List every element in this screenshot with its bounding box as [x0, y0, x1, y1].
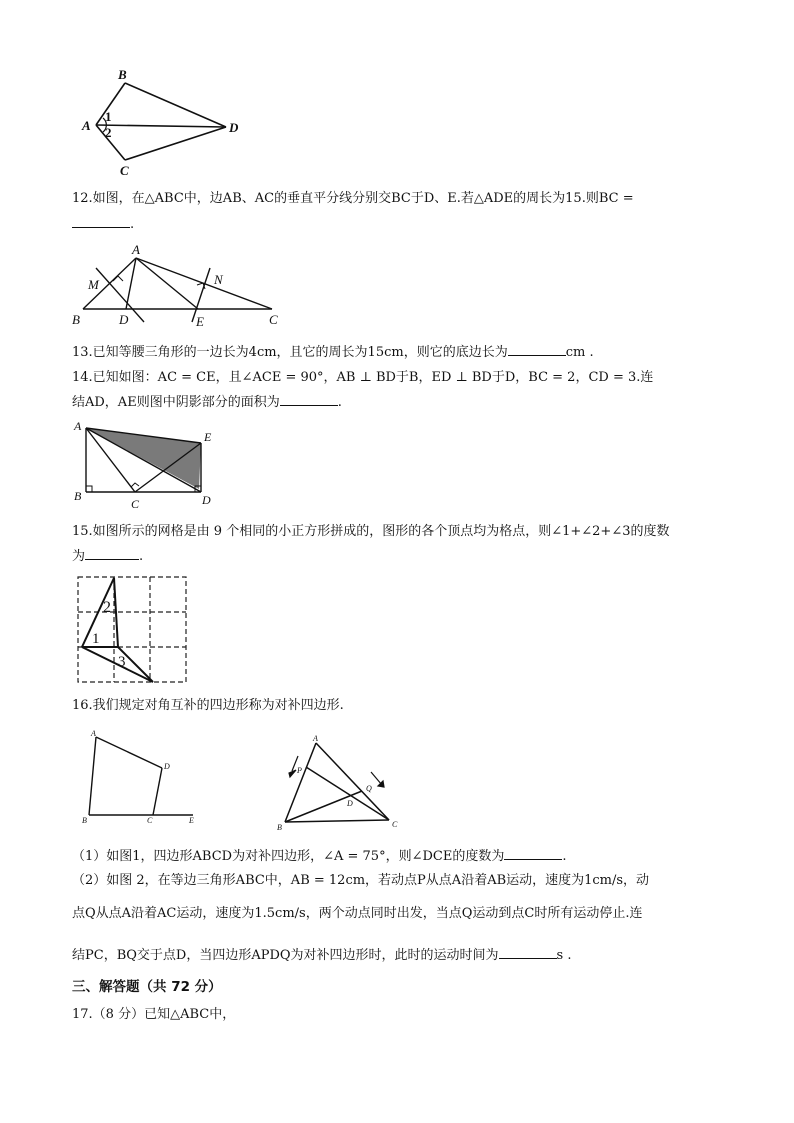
label-b: B [72, 312, 80, 327]
label-d: D [202, 493, 211, 507]
label-angle-1: 1 [105, 109, 112, 124]
label-d: D [229, 120, 239, 135]
label-d: D [164, 762, 170, 771]
label-n: N [214, 272, 223, 287]
question-12-text: 12.如图，在△ABC中，边AB、AC的垂直平分线分别交BC于D、E.若△ADE的周长为15.则BC = [72, 191, 634, 206]
label-a: A [132, 242, 140, 257]
label-angle-2: 2 [103, 599, 111, 616]
segment-ab [285, 743, 316, 822]
question-16-part-2-text-2: 点Q从点A沿着AC运动，速度为1.5cm/s，两个动点同时出发，当点Q运动到点C时所有运动停止.连 [72, 906, 643, 921]
question-13-text: 13.已知等腰三角形的一边长为4cm，且它的周长为15cm，则它的底边长为 [72, 345, 508, 360]
label-angle-1: 1 [92, 631, 100, 647]
question-14-text-2: 结AD，AE则图中阴影部分的面积为 [72, 395, 280, 410]
label-p: P [297, 766, 302, 775]
question-16-part-2-line-2 [72, 904, 732, 924]
question-16-part-2-line-3 [72, 945, 732, 966]
section-3-heading [72, 977, 732, 997]
label-angle-2: 2 [105, 125, 112, 140]
label-c: C [120, 163, 129, 178]
question-17 [72, 1005, 732, 1025]
label-angle-3: 3 [118, 654, 126, 670]
question-14-text-1: 14.已知如图：AC = CE，且∠ACE = 90°，AB ⊥ BD于B，ED ⊥ BD于D，BC = 2，CD = 3.连 [72, 370, 654, 385]
question-14-tail: . [337, 395, 342, 410]
question-15-tail: . [139, 549, 144, 564]
label-b: B [277, 823, 282, 832]
label-c: C [269, 312, 278, 327]
question-12-tail: . [130, 217, 135, 232]
label-b: B [82, 816, 87, 825]
question-16-intro-text: 16.我们规定对角互补的四边形称为对补四边形. [72, 698, 344, 713]
answer-blank-16-1[interactable] [504, 846, 562, 860]
label-a: A [82, 118, 91, 133]
question-16-part-2-line-1 [72, 871, 732, 891]
question-16-part-1-text: （1）如图1，四边形ABCD为对补四边形，∠A = 75°，则∠DCE的度数为 [72, 849, 505, 864]
segment-pc [306, 767, 389, 820]
arrow-p-head [289, 770, 296, 777]
answer-blank-16-2[interactable] [499, 945, 557, 959]
label-d: D [119, 312, 129, 327]
label-a: A [91, 729, 96, 738]
label-e: E [189, 816, 194, 825]
label-b: B [74, 489, 82, 503]
question-13-tail: cm . [565, 345, 594, 360]
question-15-text-2: 为 [72, 549, 86, 564]
question-16-part-2-text-3: 结PC，BQ交于点D，当四边形APDQ为对补四边形时，此时的运动时间为 [72, 948, 499, 963]
question-16-part-1 [72, 846, 732, 867]
question-17-text: 17.（8 分）已知△ABC中， [72, 1007, 236, 1022]
label-a: A [74, 419, 82, 433]
label-c: C [147, 816, 153, 825]
label-a: A [313, 734, 318, 743]
question-15-text-1: 15.如图所示的网格是由 9 个相同的小正方形拼成的，图形的各个顶点均为格点，则∠1+∠2+∠3的度数 [72, 524, 670, 539]
segment-bc [285, 820, 389, 822]
label-e: E [196, 314, 204, 329]
label-c: C [131, 497, 140, 511]
label-c: C [392, 820, 398, 829]
label-m: M [88, 277, 99, 292]
label-q: Q [366, 784, 372, 793]
segment-ac [316, 743, 389, 820]
label-d: D [347, 799, 353, 808]
section-3-heading-text: 三、解答题（共 72 分） [72, 979, 222, 995]
label-b: B [118, 67, 127, 82]
question-16-part-2-text-1: （2）如图 2，在等边三角形ABC中，AB = 12cm，若动点P从点A沿着AB运动，速度为1cm/s，动 [72, 873, 650, 888]
label-e: E [204, 430, 212, 444]
question-16-part-2-tail: s . [556, 948, 572, 963]
question-16-part-1-tail: . [562, 849, 567, 864]
